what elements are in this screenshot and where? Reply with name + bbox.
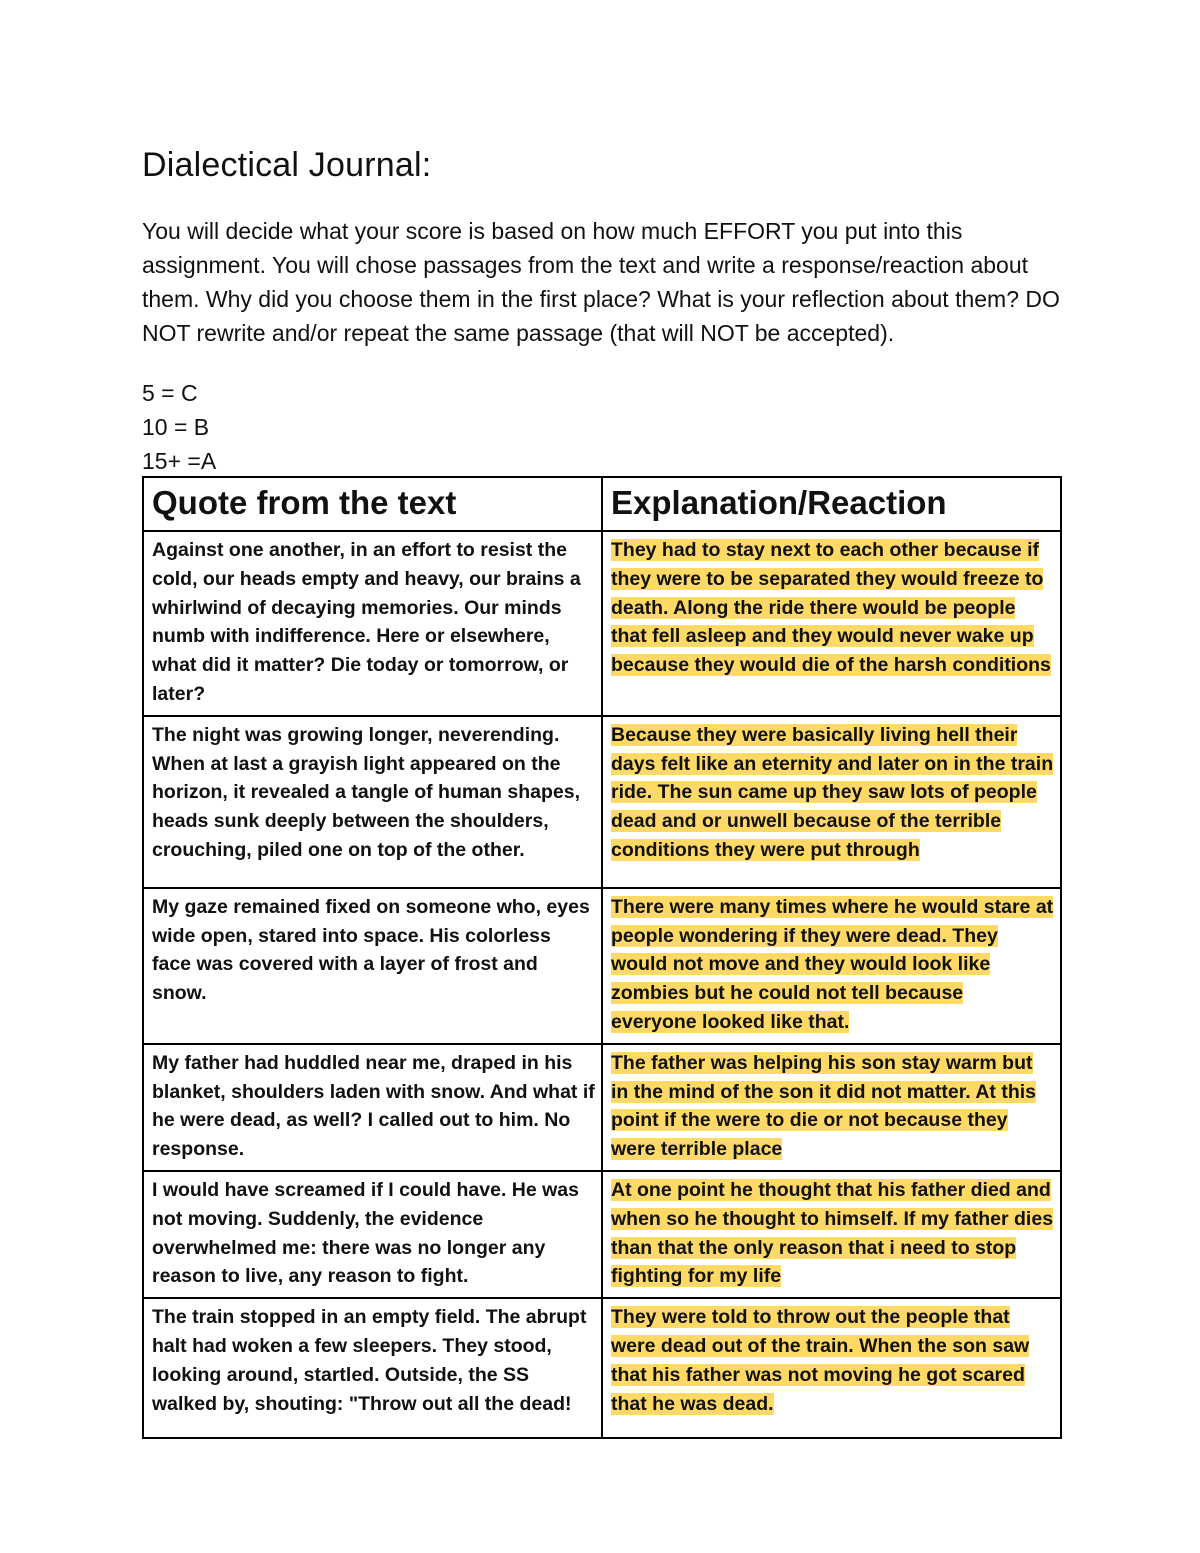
table-row bbox=[143, 716, 1061, 888]
page-title: Dialectical Journal: bbox=[142, 146, 432, 184]
reaction-cell bbox=[602, 716, 1061, 888]
table-row bbox=[143, 888, 1061, 1044]
quote-cell: I would have screamed if I could have. He was not moving. Suddenly, the evidence overwhelmed me: there was no longer any reason to live, any reason to fight. bbox=[143, 1171, 602, 1298]
reaction-cell bbox=[602, 888, 1061, 1044]
quote-cell: The night was growing longer, neverending. When at last a grayish light appeared on the horizon, it revealed a tangle of human shapes, heads sunk deeply between the shoulders, crouching, piled one on top of the other. bbox=[143, 716, 602, 888]
journal-table bbox=[142, 476, 1062, 1439]
highlighted-reaction-text: They had to stay next to each other because if they were to be separated they would freeze to death. Along the ride there would be people that fell asleep and they would never wake up because they would die of the harsh conditions bbox=[611, 539, 1051, 677]
quote-cell: The train stopped in an empty field. The abrupt halt had woken a few sleepers. They stood, looking around, startled. Outside, the SS walked by, shouting: "Throw out all the dead! bbox=[143, 1298, 602, 1438]
table-row bbox=[143, 531, 1061, 716]
highlighted-reaction-text: At one point he thought that his father died and when so he thought to himself. If my father dies than that the only reason that i need to stop fighting for my life bbox=[611, 1178, 1054, 1288]
table-row bbox=[143, 1171, 1061, 1298]
quote-cell: Against one another, in an effort to resist the cold, our heads empty and heavy, our brains a whirlwind of decaying memories. Our minds numb with indifference. Here or elsewhere, what did it matter? Die today or tomorrow, or later? bbox=[143, 531, 602, 716]
quote-cell: My father had huddled near me, draped in his blanket, shoulders laden with snow. And what if he were dead, as well? I called out to him. No response. bbox=[143, 1044, 602, 1171]
grade-item: 5 = C bbox=[142, 380, 198, 406]
highlighted-reaction-text: The father was helping his son stay warm but in the mind of the son it did not matter. At this point if the were to die or not because they were terrible place bbox=[611, 1051, 1037, 1161]
assignment-instructions: You will decide what your score is based on how much EFFORT you put into this assignment. You will chose passages from the text and write a response/reaction about them. Why did you choose them in the first place? What is your reflection about them? DO NOT rewrite and/or repeat the same passage (that will NOT be accepted). bbox=[142, 218, 1060, 346]
reaction-cell bbox=[602, 1298, 1061, 1438]
table-row bbox=[143, 1044, 1061, 1171]
quote-cell: My gaze remained fixed on someone who, eyes wide open, stared into space. His colorless face was covered with a layer of frost and snow. bbox=[143, 888, 602, 1044]
table-header-row bbox=[143, 477, 1061, 531]
highlighted-reaction-text: Because they were basically living hell their days felt like an eternity and later on in the train ride. The sun came up they saw lots of people dead and or unwell because of the terrible conditions they were put through bbox=[611, 723, 1054, 861]
reaction-column-header: Explanation/Reaction bbox=[602, 477, 1061, 531]
grade-item: 15+ =A bbox=[142, 448, 217, 474]
reaction-cell bbox=[602, 1044, 1061, 1171]
table-row bbox=[143, 1298, 1061, 1438]
grading-scale bbox=[142, 376, 216, 478]
grade-item: 10 = B bbox=[142, 414, 210, 440]
reaction-cell bbox=[602, 1171, 1061, 1298]
reaction-cell bbox=[602, 531, 1061, 716]
highlighted-reaction-text: There were many times where he would stare at people wondering if they were dead. They would not move and they would look like zombies but he could not tell because everyone looked like that. bbox=[611, 895, 1054, 1033]
quote-column-header: Quote from the text bbox=[143, 477, 602, 531]
highlighted-reaction-text: They were told to throw out the people that were dead out of the train. When the son saw that his father was not moving he got scared that he was dead. bbox=[611, 1306, 1030, 1415]
